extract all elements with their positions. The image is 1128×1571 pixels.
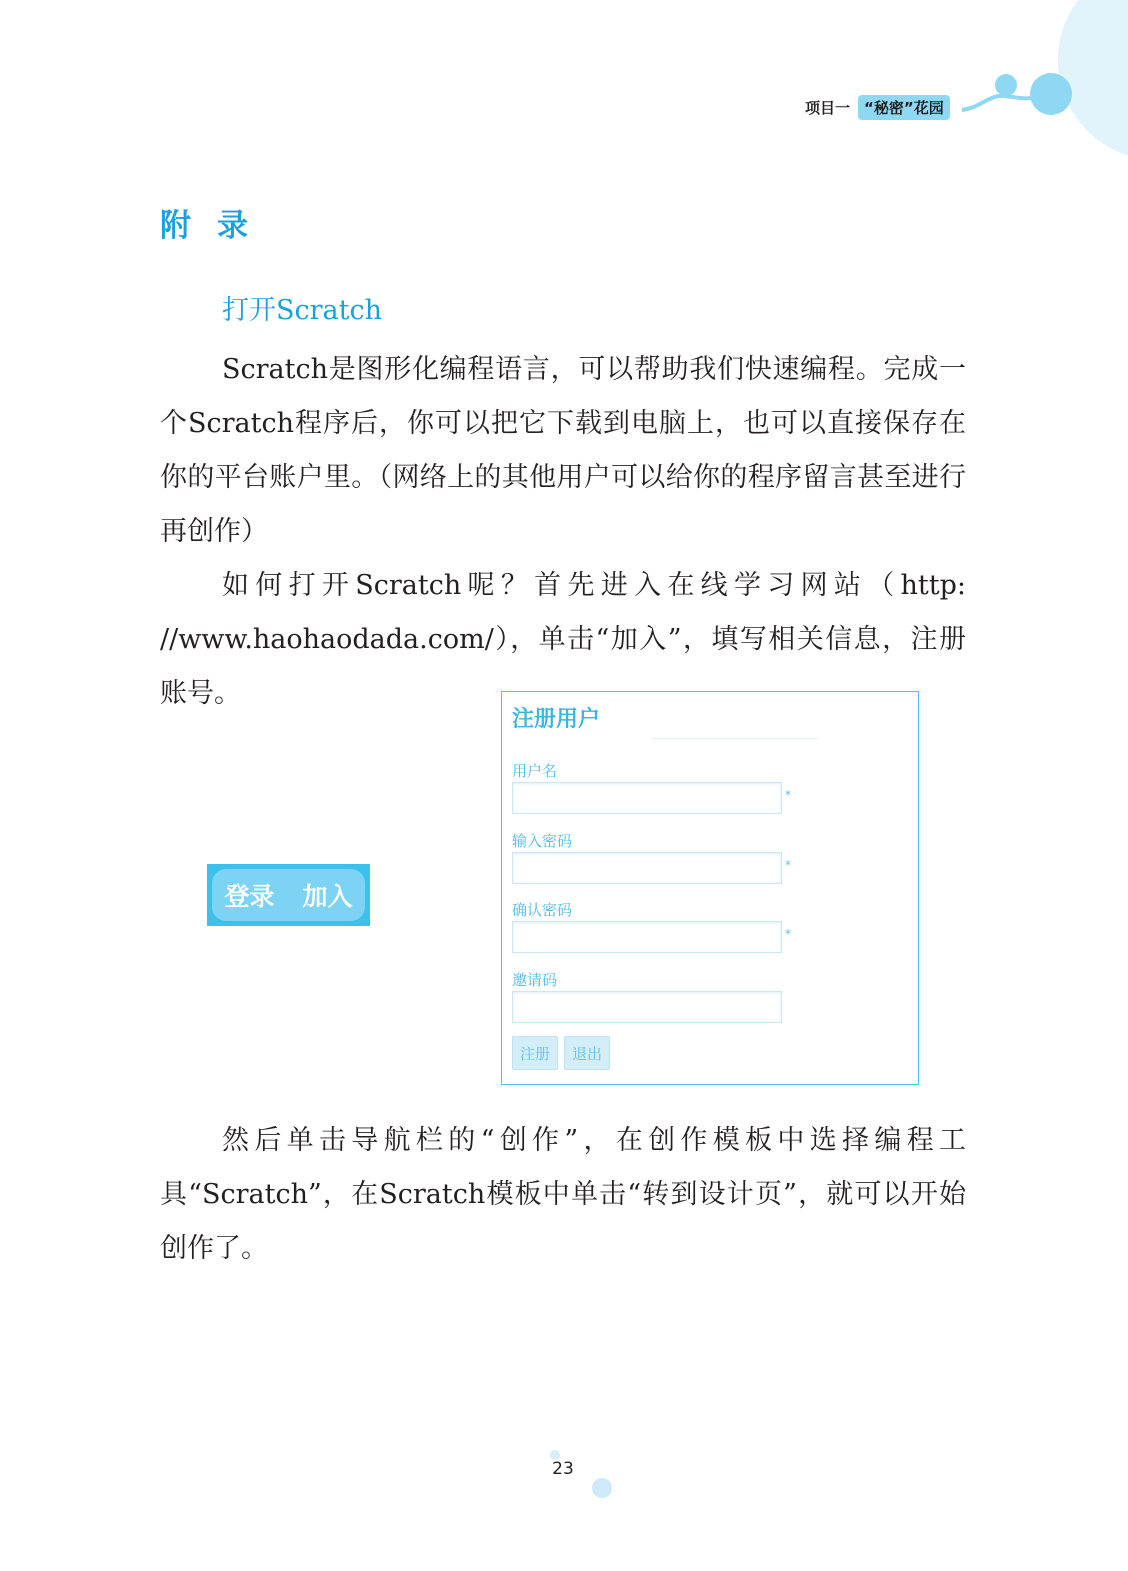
invite-code-input	[512, 991, 782, 1023]
username-label: 用户名	[512, 762, 558, 780]
join-label: 加入	[302, 882, 353, 911]
invite-code-label: 邀请码	[512, 971, 558, 989]
password-label: 输入密码	[512, 832, 573, 850]
header-decoration-dot-large	[1030, 73, 1072, 115]
paragraph-intro: Scratch是图形化编程语言，可以帮助我们快速编程。完成一个Scratch程序后，你可以把它下载到电脑上，也可以直接保存在你的平台账户里。（网络上的其他用户可以给你的程序留言甚至进行再创作）	[160, 354, 966, 547]
running-head-chapter-tag: “秘密”花园	[858, 95, 950, 120]
confirm-password-required-mark: *	[785, 927, 791, 941]
username-required-mark: *	[785, 788, 791, 802]
confirm-password-label: 确认密码	[512, 901, 573, 919]
paragraph-create: 然后单击导航栏的“创作”，在创作模板中选择编程工具“Scratch”，在Scratch模板中单击“转到设计页”，就可以开始创作了。	[160, 1125, 966, 1264]
exit-button: 退出	[564, 1036, 610, 1070]
appendix-title: 附录	[160, 208, 274, 244]
login-join-button-figure	[207, 864, 370, 926]
register-panel-divider	[652, 738, 818, 739]
password-required-mark: *	[785, 858, 791, 872]
page-number: 23	[552, 1459, 574, 1479]
footer-decoration-dot-large	[592, 1478, 612, 1498]
register-button: 注册	[512, 1036, 558, 1070]
password-input	[512, 852, 782, 884]
confirm-password-input	[512, 921, 782, 953]
header-decoration-dot-small	[995, 74, 1017, 96]
register-panel-figure	[501, 691, 919, 1085]
section-title: 打开Scratch	[222, 295, 382, 326]
username-input	[512, 782, 782, 814]
header-decoration-circle	[1058, 0, 1128, 160]
login-join-pill	[212, 869, 365, 921]
paragraph-how-to-open: 如何打开Scratch呢？首先进入在线学习网站（http: //www.haohaodada.com/），单击“加入”，填写相关信息，注册账号。	[160, 570, 966, 709]
running-head	[805, 95, 950, 119]
running-head-project: 项目一	[805, 98, 851, 117]
register-panel-title: 注册用户	[512, 707, 601, 732]
login-label: 登录	[224, 882, 275, 911]
